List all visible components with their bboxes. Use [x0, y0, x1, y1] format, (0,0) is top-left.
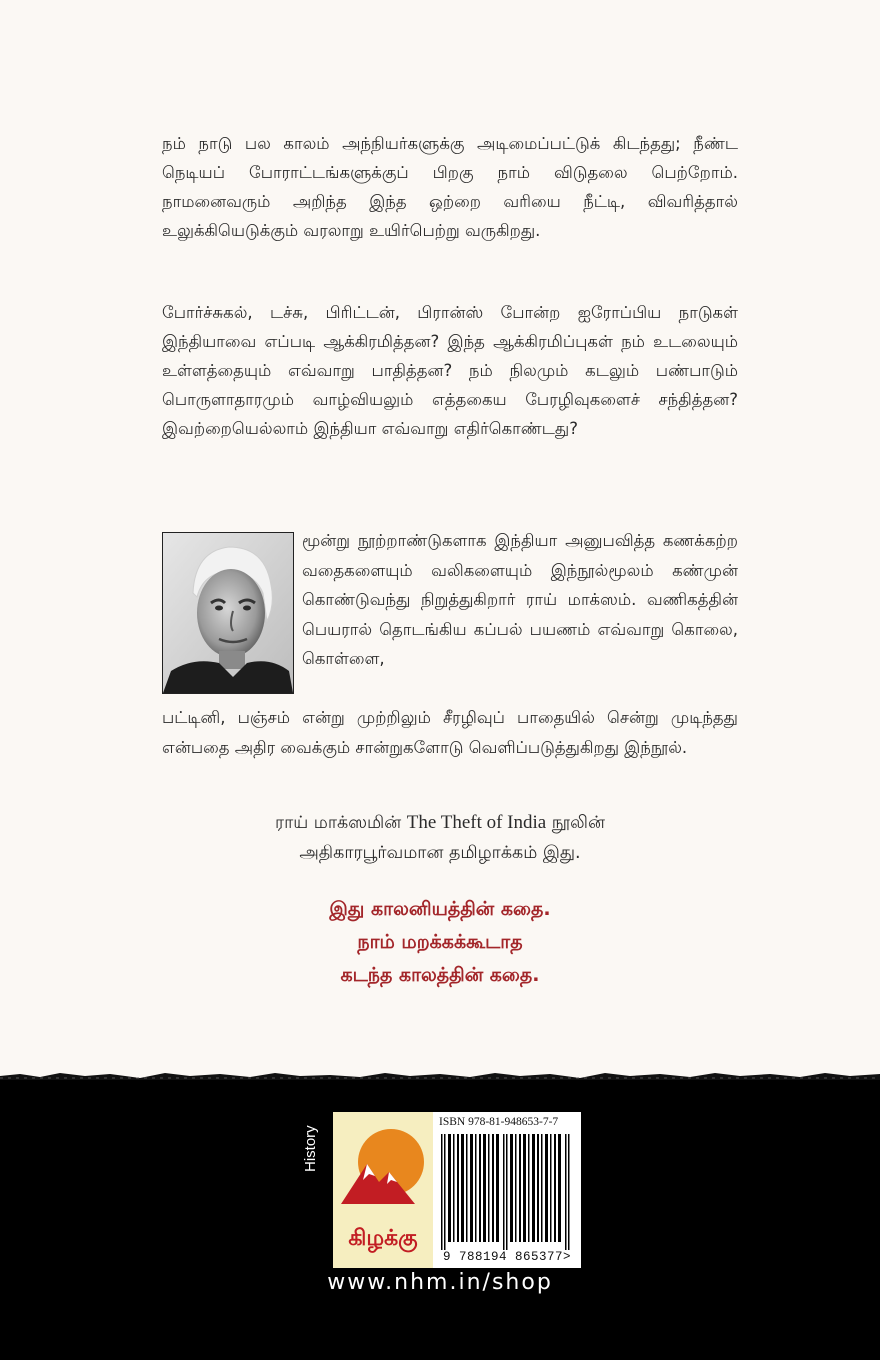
isbn-label: ISBN 978-81-948653-7-7: [439, 1116, 559, 1128]
author-portrait: [163, 533, 293, 693]
tagline: [0, 893, 880, 992]
publisher-website[interactable]: www.nhm.in/shop: [327, 1270, 553, 1295]
translation-note-line-2: அதிகாரபூர்வமான தமிழாக்கம் இது.: [299, 843, 581, 863]
sun-over-mountain-icon: [333, 1112, 433, 1222]
category-text: History: [302, 1125, 319, 1172]
publisher-logo: [333, 1112, 433, 1268]
blurb-paragraph-1: நம் நாடு பல காலம் அந்நியர்களுக்கு அடிமைப்பட்டுக் கிடந்தது; நீண்ட நெடியப் போராட்டங்களுக்குப் பிறகு நாம் விடுதலை பெற்றோம். நாமனைவரும் அறிந்த இந்த ஒற்றை வரியை நீட்டி, விவரித்தால் உலுக்கியெடுக்கும் வரலாறு உயிர்பெற்று வருகிறது.: [162, 134, 738, 240]
tagline-line-2: நாம் மறக்கக்கூடாத: [357, 931, 523, 953]
translation-note: [0, 808, 880, 868]
blurb-paragraph-2: போர்ச்சுகல், டச்சு, பிரிட்டன், பிரான்ஸ் போன்ற ஐரோப்பிய நாடுகள் இந்தியாவை எப்படி ஆக்கிரமித்தன? இந்த ஆக்கிரமிப்புகள் நம் உடலையும் உள்ளத்தையும் எவ்வாறு பாதித்தன? நம் நிலமும் கடலும் பண்பாடும் பொருளாதாரமும் வாழ்வியலும் எத்தகைய பேரழிவுகளைச் சந்தித்தன? இவற்றையெல்லாம் இந்தியா எவ்வாறு எதிர்கொண்டது?: [162, 303, 738, 438]
barcode-number: 9 788194 865377: [442, 1250, 563, 1264]
blurb-paragraph-3-upper: மூன்று நூற்றாண்டுகளாக இந்தியா அனுபவித்த கணக்கற்ற வதைகளையும் வலிகளையும் இந்நூல்மூலம் கண்முன் கொண்டுவந்து நிறுத்துகிறார் ராய் மாக்ஸம். வணிகத்தின் பெயரால் தொடங்கிய கப்பல் பயணம் எவ்வாறு கொலை, கொள்ளை,: [302, 531, 738, 668]
translation-note-line-1: [0, 808, 880, 838]
barcode-bars: [439, 1134, 575, 1250]
translation-note-suffix: நூலின்: [546, 813, 605, 833]
publisher-logo-text: கிழக்கு: [348, 1226, 418, 1251]
original-book-title: The Theft of India: [406, 812, 547, 833]
isbn-barcode: [433, 1112, 581, 1268]
translation-note-prefix: ராய் மாக்ஸமின்: [275, 813, 407, 833]
barcode-digits: [435, 1250, 579, 1264]
blurb-paragraph-3-lower: பட்டினி, பஞ்சம் என்று முற்றிலும் சீரழிவுப் பாதையில் சென்று முடிந்தது என்பதை அதிர வைக்கும் சான்றுகளோடு வெளிப்படுத்துகிறது இந்நூல்.: [162, 708, 738, 757]
barcode-marker: >: [563, 1250, 572, 1264]
tagline-line-1: இது காலனியத்தின் கதை.: [329, 898, 551, 920]
category-label: [302, 1112, 336, 1192]
tagline-line-3: கடந்த காலத்தின் கதை.: [340, 964, 540, 986]
author-photo: [162, 532, 294, 694]
